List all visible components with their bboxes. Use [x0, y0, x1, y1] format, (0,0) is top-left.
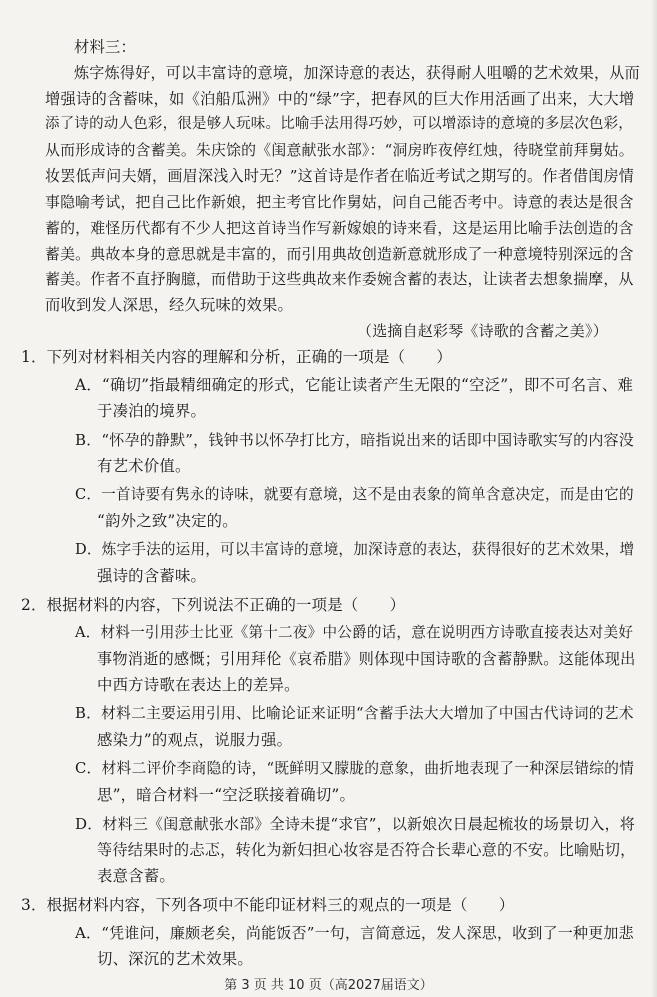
option-line: 等待结果时的忐忑，转化为新妇担心妆容是否符合长辈心意的不安。比喻贴切， — [97, 841, 636, 859]
option-line: 强诗的含蓄味。 — [97, 567, 207, 585]
material-line: 事隐喻考试，把自己比作新娘，把主考官比作舅姑，问自己能否考中。诗意的表达是很含 — [45, 193, 634, 211]
option-line: D．材料三《闺意献张水部》全诗未提“求官”，以新娘次日晨起梳妆的场景切入，将 — [75, 815, 635, 833]
material-line: 炼字炼得好，可以丰富诗的意境，加深诗意的表达，获得耐人咀嚼的艺术效果，从而 — [74, 64, 640, 82]
option-line: 有艺术价值。 — [97, 457, 191, 475]
option-line: A．“凭谁问，廉颇老矣，尚能饭否”一句，言简意远，发人深思，收到了一种更加悲 — [75, 924, 634, 942]
option-line: A．材料一引用莎士比亚《第十二夜》中公爵的话，意在说明西方诗歌直接表达对美好 — [75, 624, 634, 641]
question-stem: 3．根据材料内容，下列各项中不能印证材料三的观点的一项是（ ） — [21, 896, 515, 914]
material-line: 蓄的，难怪历代都有不少人把这首诗当作写新嫁娘的诗来看，这是运用比喻手法创造的含 — [45, 219, 634, 237]
option-line: A．“确切”指最精细确定的形式，它能让读者产生无限的“空泛”，即不可名言、难 — [75, 376, 634, 394]
option-line: C．材料二评价李商隐的诗，“既鲜明又朦胧的意象，曲折地表现了一种深层错综的情 — [75, 760, 635, 777]
material-heading: 材料三： — [74, 38, 136, 56]
material-line: 添了诗的动人色彩，很是够人玩味。比喻手法用得巧妙，可以增添诗的意境的多层次色彩， — [45, 116, 633, 132]
option-line: 表意含蓄。 — [97, 867, 175, 885]
option-line: “韵外之致”决定的。 — [97, 512, 238, 530]
option-line: 于凑泊的境界。 — [97, 402, 207, 420]
option-line: 切、深沉的艺术效果。 — [97, 950, 253, 968]
option-line: B．材料二主要运用引用、比喻论证来证明“含蓄手法大大增加了中国古代诗词的艺术 — [75, 705, 634, 722]
option-line: B．“怀孕的静默”，钱钟书以怀孕打比方，暗指说出来的话即中国诗歌实写的内容没 — [75, 431, 634, 449]
option-line: D．炼字手法的运用，可以丰富诗的意境，加深诗意的表达，获得很好的艺术效果，增 — [75, 541, 635, 558]
option-line: 中西方诗歌在表达上的差异。 — [97, 676, 300, 694]
option-line: 思”，暗合材料一“空泛联接着确切”。 — [97, 786, 356, 804]
page-edge-shadow — [651, 0, 657, 997]
material-line: 从而形成诗的含蓄美。朱庆馀的《闺意献张水部》：“洞房昨夜停红烛，待晓堂前拜舅姑。 — [45, 141, 634, 159]
material-line: 而收到发人深思，经久玩味的效果。 — [45, 296, 293, 314]
question-stem: 2．根据材料的内容，下列说法不正确的一项是（ ） — [21, 596, 406, 614]
material-line: 蓄美。典故本身的意思就是丰富的，而引用典故创造新意就形成了一种意境特别深远的含 — [45, 245, 634, 263]
material-line: 蓄美。作者不直抒胸臆，而借助于这些典故来作委婉含蓄的表达，让读者去想象揣摩，从 — [45, 270, 634, 288]
option-line: 事物消逝的感慨；引用拜伦《哀希腊》则体现中国诗歌的含蓄静默。这能体现出 — [97, 650, 636, 668]
option-line: 感染力”的观点，说服力强。 — [97, 731, 293, 749]
page-footer: 第 3 页 共 10 页（高2027届语文） — [224, 978, 433, 993]
option-line: C．一首诗要有隽永的诗味，就要有意境，这不是由表象的简单含意决定，而是由它的 — [75, 486, 634, 503]
material-line: 妆罢低声问夫婿，画眉深浅入时无？”这首诗是作者在临近考试之期写的。作者借闺房情 — [45, 167, 635, 185]
question-stem: 1．下列对材料相关内容的理解和分析，正确的一项是（ ） — [21, 348, 452, 366]
source-citation: （选摘自赵彩琴《诗歌的含蓄之美》） — [357, 322, 608, 340]
material-line: 增强诗的含蓄味，如《泊船瓜洲》中的“绿”字，把春风的巨大作用活画了出来，大大增 — [45, 90, 635, 108]
